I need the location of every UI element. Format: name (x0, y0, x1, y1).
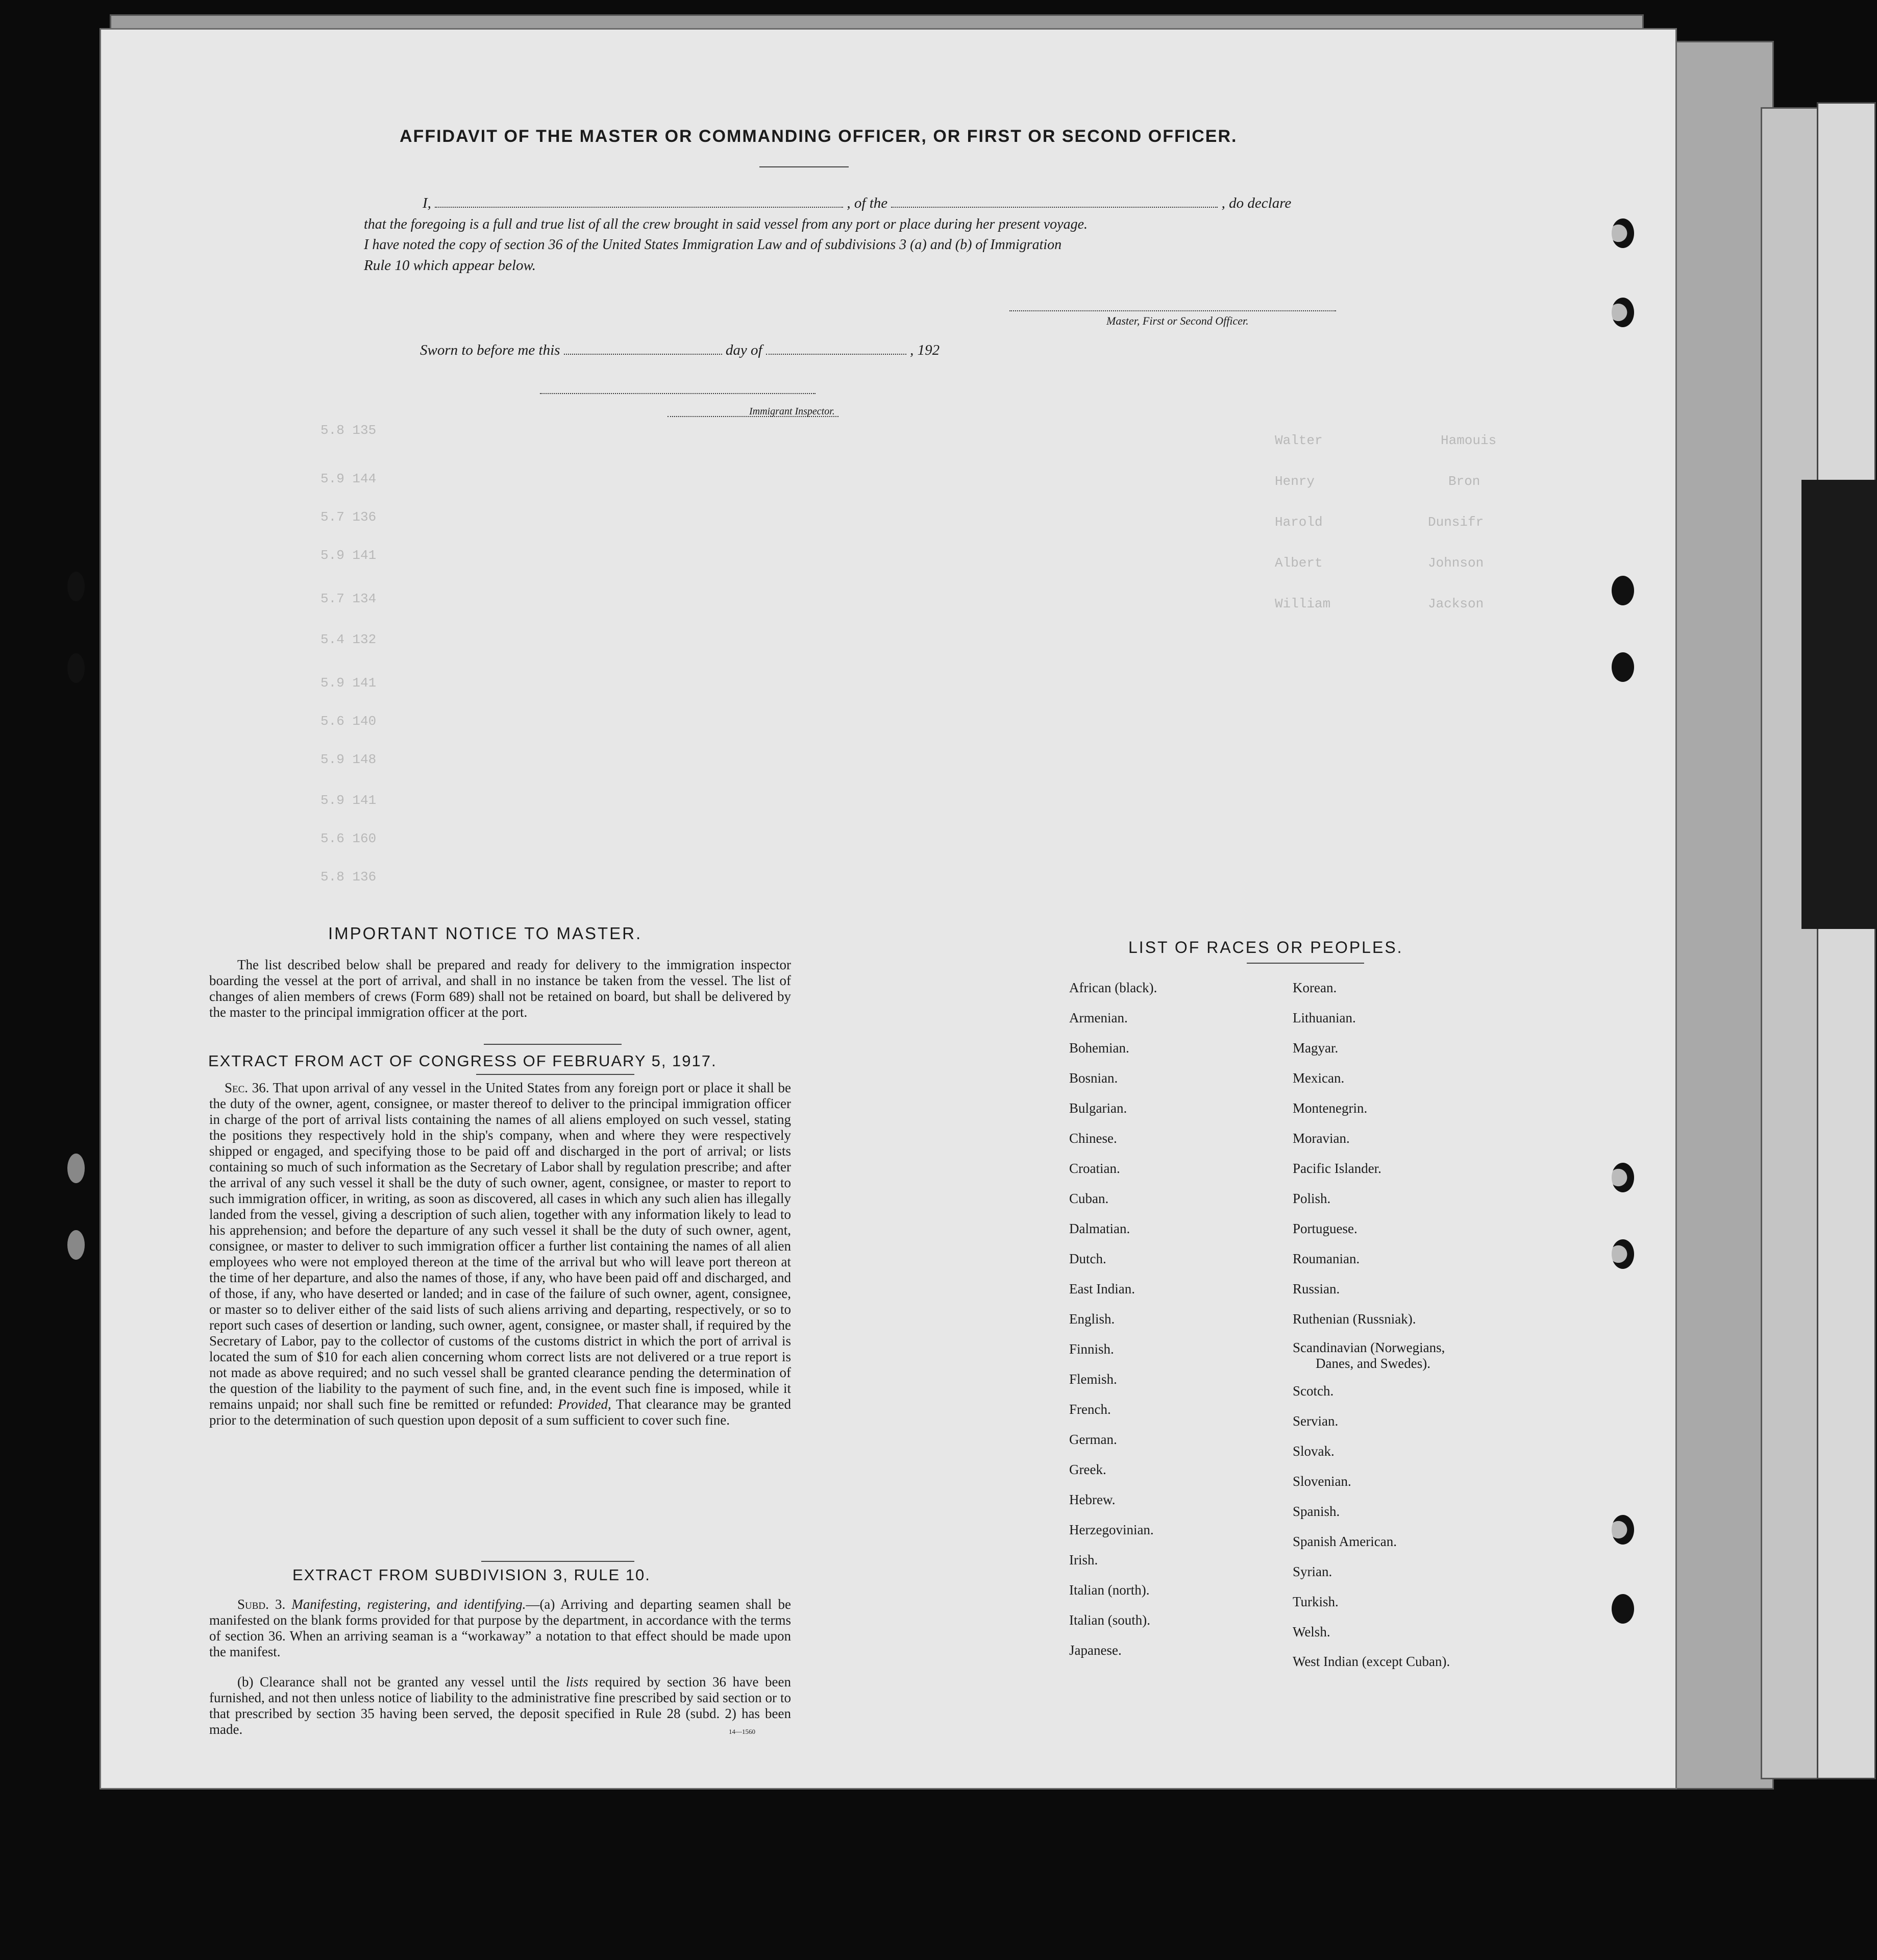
sworn-month-field[interactable] (766, 354, 906, 355)
binder-hole (1612, 1515, 1634, 1545)
affidavit-of-the: , of the (847, 195, 888, 211)
race-item: Spanish. (1293, 1504, 1340, 1519)
race-item: Herzegovinian. (1069, 1522, 1154, 1537)
index-tab (1801, 480, 1877, 929)
race-item: Pacific Islander. (1293, 1161, 1381, 1176)
race-item: Irish. (1069, 1552, 1098, 1567)
master-signature-line[interactable] (1009, 310, 1336, 311)
race-item: Flemish. (1069, 1371, 1117, 1387)
races-title: LIST OF RACES OR PEOPLES. (1128, 938, 1403, 957)
affidavit-line-1 (423, 193, 1438, 213)
race-item: Dalmatian. (1069, 1221, 1130, 1236)
sec-36-label: Sec. 36. (225, 1080, 269, 1095)
race-item: Montenegrin. (1293, 1100, 1368, 1116)
race-item: Moravian. (1293, 1131, 1350, 1146)
provided-word: Provided, (558, 1396, 611, 1412)
subd-heading: Manifesting, registering, and identifying. (291, 1597, 526, 1612)
binder-hole (1612, 218, 1634, 248)
binder-hole (67, 1230, 85, 1260)
race-item: West Indian (except Cuban). (1293, 1654, 1450, 1669)
subd-b-text-2: required by section 36 have been furnished, and not then unless notice of liability to the administrative fine prescribed by said section or to that prescribed by section 35 having been served, the deposit specified in Rule 28 (subd. 2) has been made. (209, 1674, 792, 1737)
race-item: Turkish. (1293, 1594, 1339, 1609)
race-item: Russian. (1293, 1281, 1340, 1296)
race-item: Bulgarian. (1069, 1100, 1127, 1116)
race-item: Cuban. (1069, 1191, 1109, 1206)
race-item: Italian (north). (1069, 1582, 1150, 1598)
race-item: Portuguese. (1293, 1221, 1357, 1236)
race-item: Danes, and Swedes). (1316, 1356, 1430, 1371)
race-item: Polish. (1293, 1191, 1331, 1206)
race-item: Lithuanian. (1293, 1010, 1356, 1025)
act-end-divider (481, 1561, 634, 1562)
race-item: Spanish American. (1293, 1534, 1397, 1549)
rule-subd-a (209, 1597, 791, 1660)
notice-divider (484, 1044, 622, 1045)
notice-title: IMPORTANT NOTICE TO MASTER. (328, 924, 643, 943)
day-of-text: day of (725, 342, 762, 358)
race-item: Scotch. (1293, 1383, 1334, 1399)
binder-hole (67, 572, 85, 601)
subd-label: Subd. 3. (237, 1597, 286, 1612)
master-label: Master, First or Second Officer. (1106, 314, 1249, 327)
race-item: Bohemian. (1069, 1040, 1129, 1056)
race-item: Magyar. (1293, 1040, 1339, 1056)
race-item: Croatian. (1069, 1161, 1120, 1176)
race-item: Slovak. (1293, 1443, 1335, 1459)
race-item: Bosnian. (1069, 1070, 1118, 1086)
race-item: Roumanian. (1293, 1251, 1360, 1266)
race-item: Japanese. (1069, 1643, 1122, 1658)
background-sheet-1 (1664, 41, 1774, 1790)
race-item: Greek. (1069, 1462, 1106, 1477)
race-item: Slovenian. (1293, 1474, 1351, 1489)
binder-hole (1612, 298, 1634, 327)
notice-text: The list described below shall be prepared and ready for delivery to the immigration inspector boarding the vessel at the port of arrival, and shall in no instance be taken from the vessel. The list of changes of alien members of crews (Form 689) shall not be retained on board, but shall be delivered by the master to the principal immigration officer at the port. (209, 957, 791, 1020)
affidavit-line-2: that the foregoing is a full and true list of all the crew brought in said vessel from any port or place during her present voyage. (364, 216, 1088, 232)
race-item: English. (1069, 1311, 1115, 1327)
title-divider (759, 166, 849, 167)
sworn-line (420, 340, 940, 360)
race-item: Ruthenian (Russniak). (1293, 1311, 1416, 1327)
act-divider (476, 1074, 634, 1075)
affidavit-i: I, (423, 195, 431, 211)
race-item: Italian (south). (1069, 1612, 1150, 1628)
race-item: Armenian. (1069, 1010, 1128, 1025)
race-item: Finnish. (1069, 1341, 1114, 1357)
vessel-name-field[interactable] (891, 207, 1218, 208)
race-item: Korean. (1293, 980, 1337, 995)
inspector-signature-line-top[interactable] (540, 393, 816, 394)
binder-hole (1612, 576, 1634, 605)
act-title: EXTRACT FROM ACT OF CONGRESS OF FEBRUARY 5, 1917. (208, 1052, 717, 1070)
manifest-page: 5.8 135 5.9 144 5.7 136 5.9 141 5.7 134 5.4 132 5.9 141 5.6 140 5.9 148 5.9 141 5.6 160 5.8 136 Walter Hamouis Henry Bron Harold Dunsifr Albert Johnson William Jackson AFFIDAVIT OF THE MASTER OR COMMANDING OFFICER, OR FIRST OR SECOND OFFICER. I, , of the , do declare that the foregoing is a full and true list of all the crew brought in said vessel from any port or place during her present voyage. I have noted the copy of section 36 of the United States Immigration Law and of subdivisions 3 (a) and (b) of Immigration Rule 10 which appear below. Master, First or Second Officer. Sworn to before me this day of , 192 Immigrant Inspector. IMPORTANT NOTICE TO MASTER. The list described below shall be prepared and ready for delivery to the immigration inspector boarding the vessel at the port of arrival, and shall in no instance be taken from the vessel. The list of changes of alien members of crews (Form 689) shall not be retained on board, but shall be delivered by the master to the principal immigration officer at the port. EXTRACT FROM ACT OF CONGRESS OF FEBRUARY 5, 1917. Sec. 36. That upon arrival of any vessel in the United States from any foreign port or place it shall be the duty of the owner, agent, consignee, or master thereof to deliver to the principal immigration officer in charge of the port of arrival lists containing the names of all aliens employed on such vessel, stating the positions they respectively hold in the ship's company, when and where they were respectively shipped or engaged, and specifying those to be paid off and discharged in the port of arrival; or lists containing so much of such information as the Secretary of Labor shall by regulation prescribe; and after the arrival of any such vessel it shall be the duty of such owner, agent, consignee, or master to report to such immigration officer, in writing, as soon as discovered, all cases in which any such alien has illegally landed from the vessel, giving a description of such alien, together with any information likely to lead to his apprehension; and before the departure of any such vessel it shall be the duty of such owner, agent, consignee, or master to deliver to such immigration officer a further list containing the names of all alien employees who were not employed thereon at the time of the arrival but who will leave port thereon at the time of her departure, and also the names of those, if any, who have been paid off and discharged, and of those, if any, who have deserted or landed; and in case of the failure of such owner, agent, consignee, or master so to deliver either of the said lists of such aliens arriving and departing, respectively, or so to report such cases of desertion or landing, such owner, agent, consignee, or master shall, if required by the Secretary of Labor, pay to the collector of customs of the customs district in which the port of arrival is located the sum of $10 for each alien concerning whom correct lists are not delivered or a true report is not made as above required; and no such vessel shall be granted clearance pending the determination of the question of the liability to the payment of such fine, and, in the event such fine is imposed, while it remains unpaid; nor shall such fine be remitted or refunded: Provided, That clearance may be granted prior to the determination of such question upon deposit of a sum sufficient to cover such fine. EXTRACT FROM SUBDIVISION 3, RULE 10. Subd. 3. Manifesting, registering, and identifying.—(a) Arriving and departing seamen shall be manifested on the blank forms provided for that purpose by the department, in accordance with the terms of section 36. When an arriving seaman is a “workaway” a notation to that effect should be made upon the manifest. (b) Clearance shall not be granted any vessel until the lists required by section 36 have been furnished, and not then unless notice of liability to the administrative fine prescribed by said section or to that prescribed by section 35 having been served, the deposit specified in Rule 28 (subd. 2) has been made. 14—1560 LIST OF RACES OR PEOPLES. African (black). Armenian. Bohemian. Bosnian. Bulgarian. Chinese. Croatian. Cuban. Dalmatian. Dutch. East Indian. English. Finnish. Flemish. French. German. Greek. Hebrew. Herzegovinian. Irish. Italian (north). Italian (south). Japanese. Korean. Lithuanian. Magyar. Mexican. Montenegrin. Moravian. Pacific Islander. Polish. Portuguese. Roumanian. Russian. Ruthenian (Russniak). Scandinavian (Norwegians, Danes, and Swedes). Scotch. Servian. Slovak. Slovenian. Spanish. Spanish American. Syrian. Turkish. Welsh. West Indian (except Cuban). (100, 28, 1677, 1790)
races-divider (1247, 963, 1364, 964)
binder-hole (1612, 1239, 1634, 1269)
race-item: Chinese. (1069, 1131, 1117, 1146)
affidavit-title: AFFIDAVIT OF THE MASTER OR COMMANDING OFFICER, OR FIRST OR SECOND OFFICER. (400, 127, 1238, 146)
race-item: East Indian. (1069, 1281, 1135, 1296)
race-item: Dutch. (1069, 1251, 1106, 1266)
race-item: French. (1069, 1402, 1111, 1417)
subd-a-text: —(a) Arriving and departing seamen shall be manifested on the blank forms provided for that purpose by the department, in accordance with the terms of section 36. When an arriving seaman is a “workaway” a notation to that effect should be made upon the manifest. (209, 1597, 791, 1659)
background-sheet-4 (1817, 102, 1876, 1779)
rule-title: EXTRACT FROM SUBDIVISION 3, RULE 10. (292, 1566, 651, 1584)
sec-36-text-end: That clearance may be granted prior to the determination of such question upon deposit of a sum sufficient to cover such fine. (209, 1396, 792, 1428)
lists-word: lists (566, 1674, 588, 1689)
affidavit-line-3: I have noted the copy of section 36 of the United States Immigration Law and of subdivisions 3 (a) and (b) of Immigration (364, 237, 1062, 253)
sworn-text: Sworn to before me this (420, 342, 560, 358)
binder-hole (67, 653, 85, 683)
race-item: Welsh. (1293, 1624, 1330, 1639)
race-item: Syrian. (1293, 1564, 1332, 1579)
race-item: Hebrew. (1069, 1492, 1116, 1507)
year-text: , 192 (910, 342, 940, 358)
binder-hole (1612, 1594, 1634, 1624)
act-section-36 (209, 1080, 791, 1428)
sworn-day-field[interactable] (564, 354, 722, 355)
sec-36-text: That upon arrival of any vessel in the United States from any foreign port or place it shall be the duty of the owner, agent, consignee, or master thereof to deliver to the principal immigration officer in charge of the port of arrival lists containing the names of all aliens employed on such vessel, stating the positions they respectively hold in the ship's company, when and where they were respectively shipped or engaged, and specifying those to be paid off and discharged in the port of arrival; or lists containing so much of such information as the Secretary of Labor shall by regulation prescribe; and after the arrival of any such vessel it shall be the duty of such owner, agent, consignee, or master to report to such immigration officer, in writing, as soon as discovered, all cases in which any such alien has illegally landed from the vessel, giving a description of such alien, together with any information likely to lead to his apprehension; and before the departure of any such vessel it shall be the duty of such owner, agent, consignee, or master to deliver to such immigration officer a further list containing the names of all alien employees who were not employed thereon at the time of the arrival but who will leave port thereon at the time of her departure, and also the names of those, if any, who have been paid off and discharged, and of those, if any, who have deserted or landed; and in case of the failure of such owner, agent, consignee, or master so to deliver either of the said lists of such aliens arriving and departing, respectively, or so to report such cases of desertion or landing, such owner, agent, consignee, or master shall, if required by the Secretary of Labor, pay to the collector of customs of the customs district in which the port of arrival is located the sum of $10 for each alien concerning whom correct lists are not delivered or a true report is not made as above required; and no such vessel shall be granted clearance pending the determination of the question of the liability to the payment of such fine, and, in the event such fine is imposed, while it remains unpaid; nor shall such fine be remitted or refunded: (209, 1080, 791, 1412)
binder-hole (1612, 1163, 1634, 1192)
race-item: German. (1069, 1432, 1117, 1447)
affidavit-do-declare: , do declare (1221, 195, 1292, 211)
background-sheet-2 (1761, 107, 1820, 1779)
rule-subd-b (209, 1674, 791, 1737)
race-item: Scandinavian (Norwegians, (1293, 1340, 1445, 1355)
race-item: Mexican. (1293, 1070, 1345, 1086)
subd-b-text-1: (b) Clearance shall not be granted any vessel until the (237, 1674, 560, 1689)
race-item: Servian. (1293, 1413, 1339, 1429)
affidavit-line-4: Rule 10 which appear below. (364, 257, 536, 274)
master-name-field[interactable] (435, 207, 843, 208)
binder-hole (67, 1154, 85, 1183)
race-item: African (black). (1069, 980, 1157, 995)
form-number: 14—1560 (729, 1728, 755, 1735)
binder-hole (1612, 652, 1634, 682)
inspector-label: Immigrant Inspector. (749, 406, 835, 417)
